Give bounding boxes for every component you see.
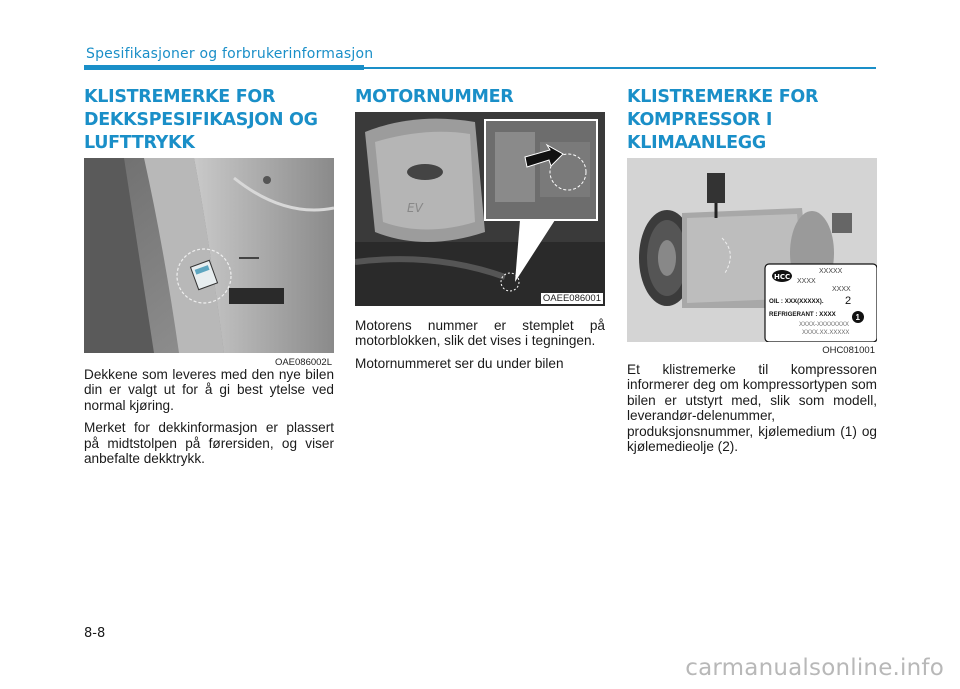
watermark: carmanualsonline.info — [685, 655, 944, 681]
column-engine-number — [355, 86, 605, 378]
engine-bay-photo — [355, 112, 605, 306]
heading-engine-number: MOTORNUMMER — [355, 87, 514, 107]
image-code: OAE086002L — [274, 357, 332, 368]
paragraph: Merket for dekkinformasjon er plassert på midtstolpen på førersiden, og viser anbefalte dekktrykk. — [84, 420, 334, 467]
engine-number-figure — [355, 112, 605, 306]
callout-2: 2 — [845, 295, 852, 307]
heading-compressor-label: KLISTREMERKE FOR KOMPRESSOR I KLIMAANLEGG — [627, 87, 819, 153]
label-serial: XXXX.XX.XXXXX — [802, 330, 850, 336]
paragraph: Motornummeret ser du under bilen — [355, 355, 564, 371]
tire-label-figure — [84, 158, 334, 368]
compressor-figure — [627, 158, 877, 356]
paragraph: Et klistremerke til kompressoren informerer deg om kompressortypen som bilen er utstyrt med, slik som modell, leverandør-delenummer, produksjonsnummer, kjølemedium (1) og kjølemedieolje (2). — [627, 362, 877, 455]
paragraph: Dekkene som leveres med den nye bilen din er valgt ut for å gi best ytelse ved normal kjøring. — [84, 367, 334, 413]
header-rule — [364, 67, 876, 69]
paragraph: Motorens nummer er stemplet på motorblokken, slik det vises i tegningen. — [355, 318, 605, 349]
label-brand: HCC — [774, 273, 791, 281]
compressor-photo — [627, 158, 877, 342]
label-line: XXXX — [832, 286, 851, 293]
image-code: OHC081001 — [822, 345, 875, 356]
engine-number-body — [355, 318, 605, 371]
svg-text:EV: EV — [407, 201, 423, 215]
tire-label-body — [84, 367, 334, 466]
section-title: Spesifikasjoner og forbrukerinformasjon — [86, 46, 374, 62]
page-number: 8-8 — [84, 626, 106, 641]
label-oil: OIL : XXX(XXXXX). — [769, 298, 824, 305]
label-serial: XXXX-XXXXXXXX — [799, 322, 850, 328]
door-pillar-photo — [84, 158, 334, 353]
column-tire-label — [84, 86, 334, 473]
compressor-label-body — [627, 362, 877, 454]
heading-tire-label: KLISTREMERKE FOR DEKKSPESIFIKASJON OG LUFTTRYKK — [84, 87, 318, 153]
header-accent-bar — [84, 65, 364, 70]
label-line: XXXX — [797, 278, 816, 285]
callout-1: 1 — [855, 313, 860, 322]
image-code: OAEE086001 — [542, 293, 601, 304]
column-compressor-label — [627, 86, 877, 461]
label-refrigerant: REFRIGERANT : XXXX — [769, 311, 836, 318]
label-line: XXXXX — [819, 268, 843, 275]
